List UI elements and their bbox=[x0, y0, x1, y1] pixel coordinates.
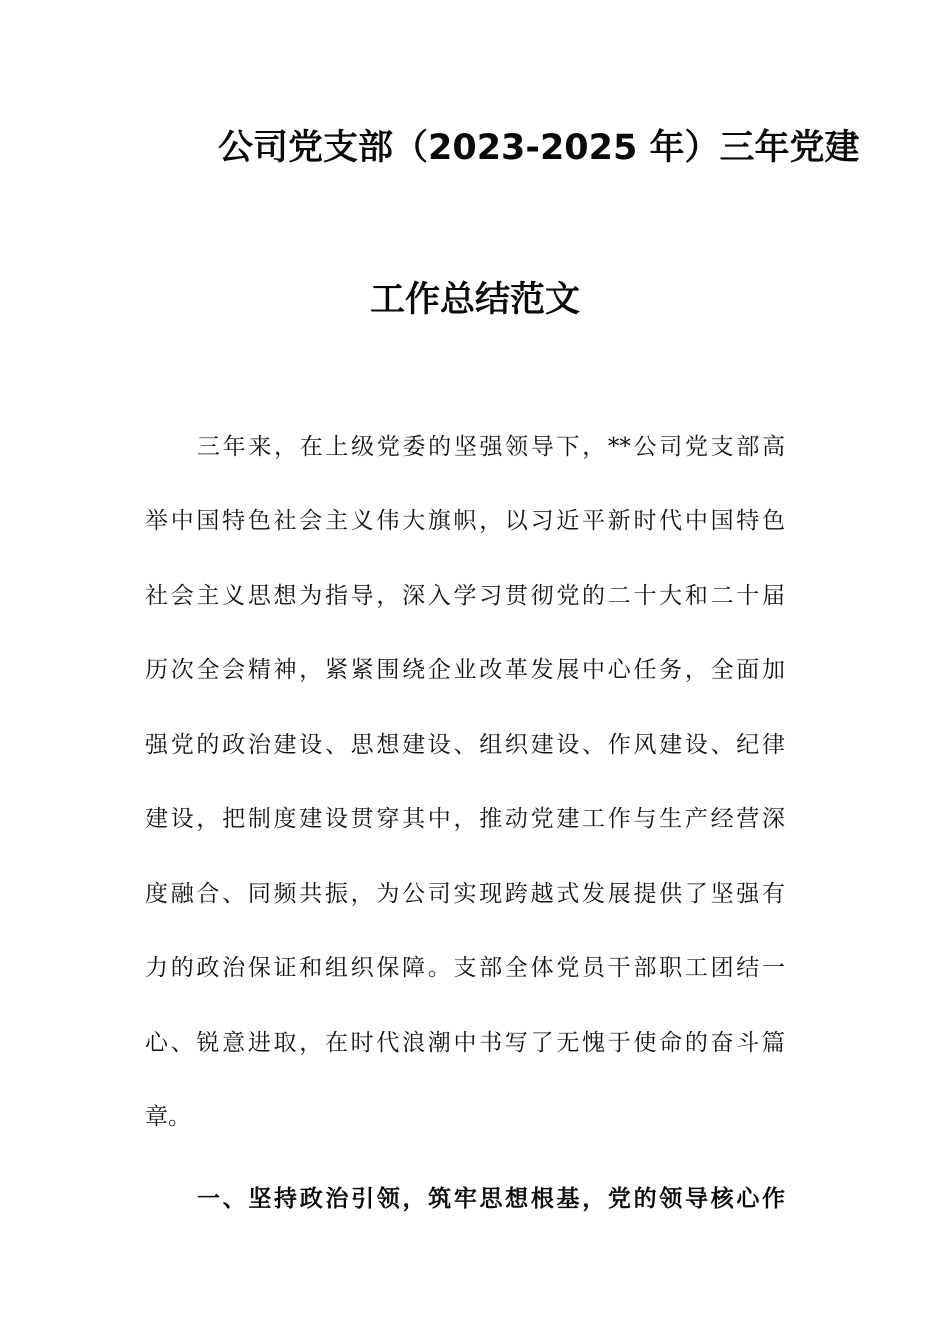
paragraph-line: 社会主义思想为指导，深入学习贯彻党的二十大和二十届 bbox=[145, 583, 785, 609]
document-title-line-1: 公司党支部（2023-2025 年）三年党建 bbox=[218, 128, 860, 168]
paragraph-line: 心、锐意进取，在时代浪潮中书写了无愧于使命的奋斗篇 bbox=[145, 1030, 785, 1056]
paragraph-line: 举中国特色社会主义伟大旗帜，以习近平新时代中国特色 bbox=[145, 508, 785, 534]
section-heading: 一、坚持政治引领，筑牢思想根基，党的领导核心作 bbox=[197, 1185, 785, 1212]
paragraph-line: 章。 bbox=[145, 1104, 191, 1130]
document-title-line-2: 工作总结范文 bbox=[370, 280, 581, 320]
paragraph-line: 三年来，在上级党委的坚强领导下，**公司党支部高 bbox=[197, 434, 785, 460]
paragraph-line: 度融合、同频共振，为公司实现跨越式发展提供了坚强有 bbox=[145, 881, 785, 907]
paragraph-line: 强党的政治建设、思想建设、组织建设、作风建设、纪律 bbox=[145, 732, 785, 758]
paragraph-line: 力的政治保证和组织保障。支部全体党员干部职工团结一 bbox=[145, 955, 785, 981]
paragraph-line: 建设，把制度建设贯穿其中，推动党建工作与生产经营深 bbox=[145, 806, 785, 832]
paragraph-line: 历次全会精神，紧紧围绕企业改革发展中心任务，全面加 bbox=[145, 657, 785, 683]
